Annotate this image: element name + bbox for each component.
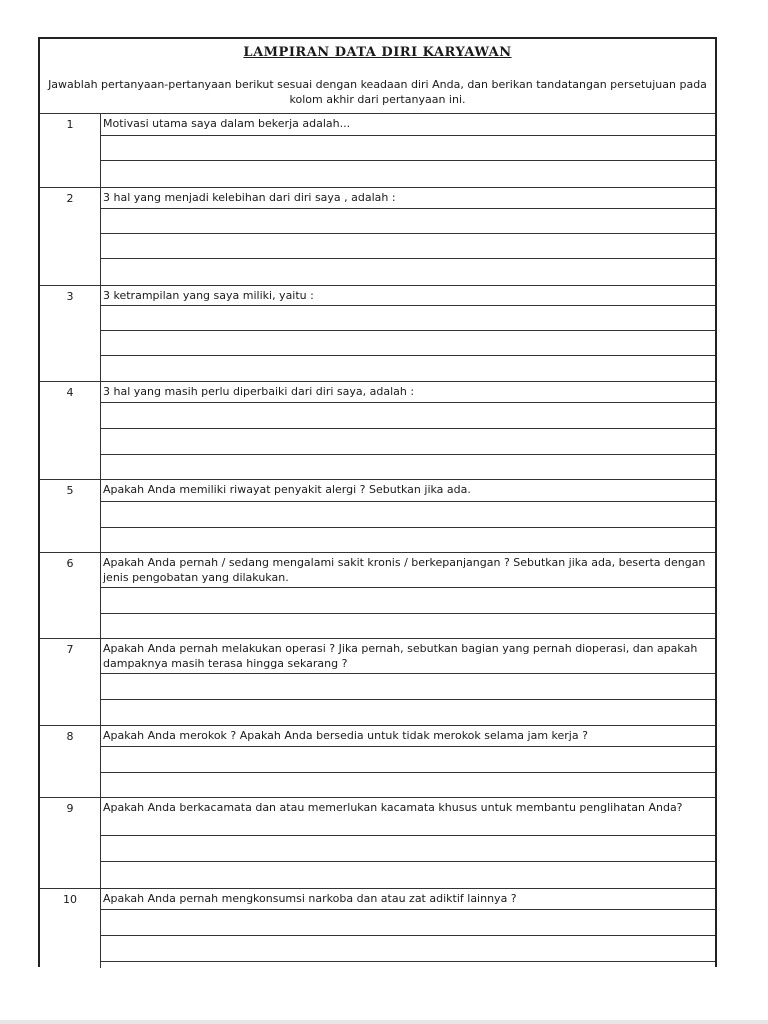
question-number: 4 [66, 386, 74, 399]
question-text: Apakah Anda merokok ? Apakah Anda bersedia untuk tidak merokok selama jam kerja ? [101, 726, 715, 747]
question-text: Motivasi utama saya dalam bekerja adalah... [101, 114, 715, 136]
question-row [40, 187, 715, 286]
page-bottom-edge [0, 1020, 768, 1024]
answer-line[interactable] [101, 306, 715, 331]
question-cell [100, 286, 715, 382]
answer-line[interactable] [101, 747, 715, 773]
answer-line[interactable] [101, 136, 715, 161]
question-number: 7 [66, 643, 74, 656]
answer-line[interactable] [101, 674, 715, 700]
form-title: LAMPIRAN DATA DIRI KARYAWAN [243, 45, 512, 60]
answer-line[interactable] [101, 588, 715, 614]
question-cell [100, 480, 715, 553]
answer-line[interactable] [101, 936, 715, 962]
question-row [40, 479, 715, 553]
question-cell [100, 188, 715, 286]
answer-line[interactable] [101, 614, 715, 637]
question-number: 5 [66, 484, 74, 497]
question-cell [100, 553, 715, 639]
question-number: 10 [63, 893, 77, 906]
question-cell [100, 889, 715, 968]
question-row [40, 638, 715, 726]
answer-line[interactable] [101, 234, 715, 259]
answer-line[interactable] [101, 455, 715, 478]
question-number: 1 [66, 118, 74, 131]
answer-line[interactable] [101, 502, 715, 528]
answer-line[interactable] [101, 403, 715, 429]
answer-line[interactable] [101, 528, 715, 551]
question-row [40, 285, 715, 382]
answer-line[interactable] [101, 356, 715, 380]
answer-line[interactable] [101, 209, 715, 234]
question-cell [100, 382, 715, 480]
question-row [40, 113, 715, 188]
question-number: 8 [66, 730, 74, 743]
answer-line[interactable] [101, 161, 715, 186]
question-text: Apakah Anda pernah / sedang mengalami sakit kronis / berkepanjangan ? Sebutkan jika ada, beserta dengan jenis pengobatan yang dilakukan. [101, 553, 715, 588]
question-number: 2 [66, 192, 74, 205]
answer-line[interactable] [101, 429, 715, 455]
question-cell [100, 726, 715, 798]
answer-line[interactable] [101, 910, 715, 936]
question-text: Apakah Anda pernah melakukan operasi ? Jika pernah, sebutkan bagian yang pernah dioperasi, dan apakah dampaknya masih terasa hingga sekarang ? [101, 639, 715, 674]
answer-line[interactable] [101, 700, 715, 724]
question-text: Apakah Anda pernah mengkonsumsi narkoba dan atau zat adiktif lainnya ? [101, 889, 715, 910]
question-row [40, 888, 715, 968]
question-number: 9 [66, 802, 74, 815]
question-row [40, 725, 715, 798]
answer-line[interactable] [101, 259, 715, 284]
question-text: 3 hal yang menjadi kelebihan dari diri saya , adalah : [101, 188, 715, 209]
question-text: Apakah Anda memiliki riwayat penyakit alergi ? Sebutkan jika ada. [101, 480, 715, 502]
question-cell [100, 639, 715, 726]
question-text: 3 ketrampilan yang saya miliki, yaitu : [101, 286, 715, 306]
question-cell [100, 114, 715, 188]
answer-line[interactable] [101, 331, 715, 356]
answer-line[interactable] [101, 773, 715, 796]
question-row [40, 552, 715, 639]
question-row [40, 797, 715, 889]
form-instructions: Jawablah pertanyaan-pertanyaan berikut sesuai dengan keadaan diri Anda, dan berikan tandatangan persetujuan pada kolom akhir dari pertanyaan ini. [48, 78, 707, 106]
answer-line[interactable] [101, 862, 715, 887]
question-row [40, 381, 715, 480]
question-cell [100, 798, 715, 889]
question-number: 3 [66, 290, 74, 303]
question-text: 3 hal yang masih perlu diperbaiki dari diri saya, adalah : [101, 382, 715, 403]
employee-data-form [38, 37, 717, 967]
answer-line[interactable] [101, 836, 715, 862]
question-text: Apakah Anda berkacamata dan atau memerlukan kacamata khusus untuk membantu penglihatan Anda? [101, 798, 715, 836]
question-number: 6 [66, 557, 74, 570]
